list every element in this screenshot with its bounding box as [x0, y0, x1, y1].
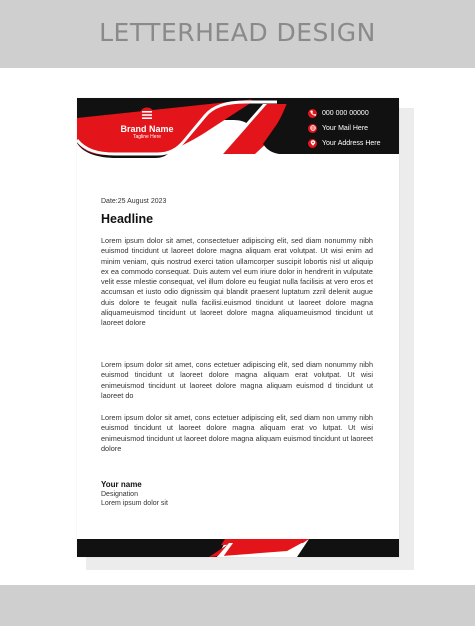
contact-address: [308, 136, 398, 150]
contact-list: [308, 106, 398, 151]
phone-text: 000 000 00000: [322, 109, 369, 117]
footer-black-right: [297, 539, 399, 557]
globe-icon: [308, 124, 317, 133]
body-paragraph-2: Lorem ipsum dolor sit amet, cons ectetuer adipiscing elit, sed diam nonummy nibh euismod tincidunt ut laoreet dolore magna aliquam erat volutpat. Ut wisi enimeuismod tincidunt ut laoreet dolore magna aliquam euismod d tincidunt ut laoreet do: [101, 360, 373, 400]
address-text: Your Address Here: [322, 139, 381, 147]
mail-text: Your Mail Here: [322, 124, 369, 132]
top-banner: [0, 0, 475, 68]
brand-mark-icon: [139, 107, 155, 123]
bottom-banner: [0, 585, 475, 626]
body-paragraph-1: Lorem ipsum dolor sit amet, consectetuer adipiscing elit, sed diam nonummy nibh euismod tincidunt ut laoreet dolore magna aliquam erat volutpat. Ut wisi enim ad minim veniam, quis nostrud exerci tation ullamcorper suscipit lobortis nisl ut aliquip ex ea commodo consequat. Duis autem vel eum iriure dolor in hendrerit in vulputate velit esse mlestie consequat, vel illum dolore eu feugiat nulla facilisis at vero eros et accumsan et iusto odio dignissim qui blandit praesent luptatum zzril delenit augue duis dolore te feugait nulla facilisi.euismod tincidunt ut laoreet dolore magna aliquameuismod tincidunt ut laoreet dolore magna aliquameuismod tincidunt ut laoreet dolore: [101, 236, 373, 328]
contact-phone: [308, 106, 398, 120]
phone-icon: [308, 109, 317, 118]
body-paragraph-3: Lorem ipsum dolor sit amet, cons ectetuer adipiscing elit, sed diam non ummy nibh euismod tincidunt ut laoreet dolore magna aliquam erat vo lutpat. Ut wisi enimeuismod tincidunt ut laoreet dolore magna aliquam euismod tincidunt ut laoreet dolore: [101, 413, 373, 453]
footer-black-left: [77, 539, 227, 557]
letterhead-page: [77, 98, 399, 557]
signature-line: Lorem ipsum dolor sit: [101, 500, 168, 507]
banner-title: LETTERHEAD DESIGN: [99, 18, 376, 47]
signature-designation: Designation: [101, 491, 138, 498]
letter-date: Date:25 August 2023: [101, 198, 167, 205]
contact-mail: [308, 121, 398, 135]
brand-tagline: Tagline Here: [132, 134, 162, 140]
brand-name: Brand Name: [120, 124, 174, 134]
brand-logo: [97, 107, 197, 140]
footer-graphic: [77, 537, 399, 557]
signature-name: Your name: [101, 480, 142, 489]
letter-headline: Headline: [101, 212, 154, 226]
location-pin-icon: [308, 139, 317, 148]
